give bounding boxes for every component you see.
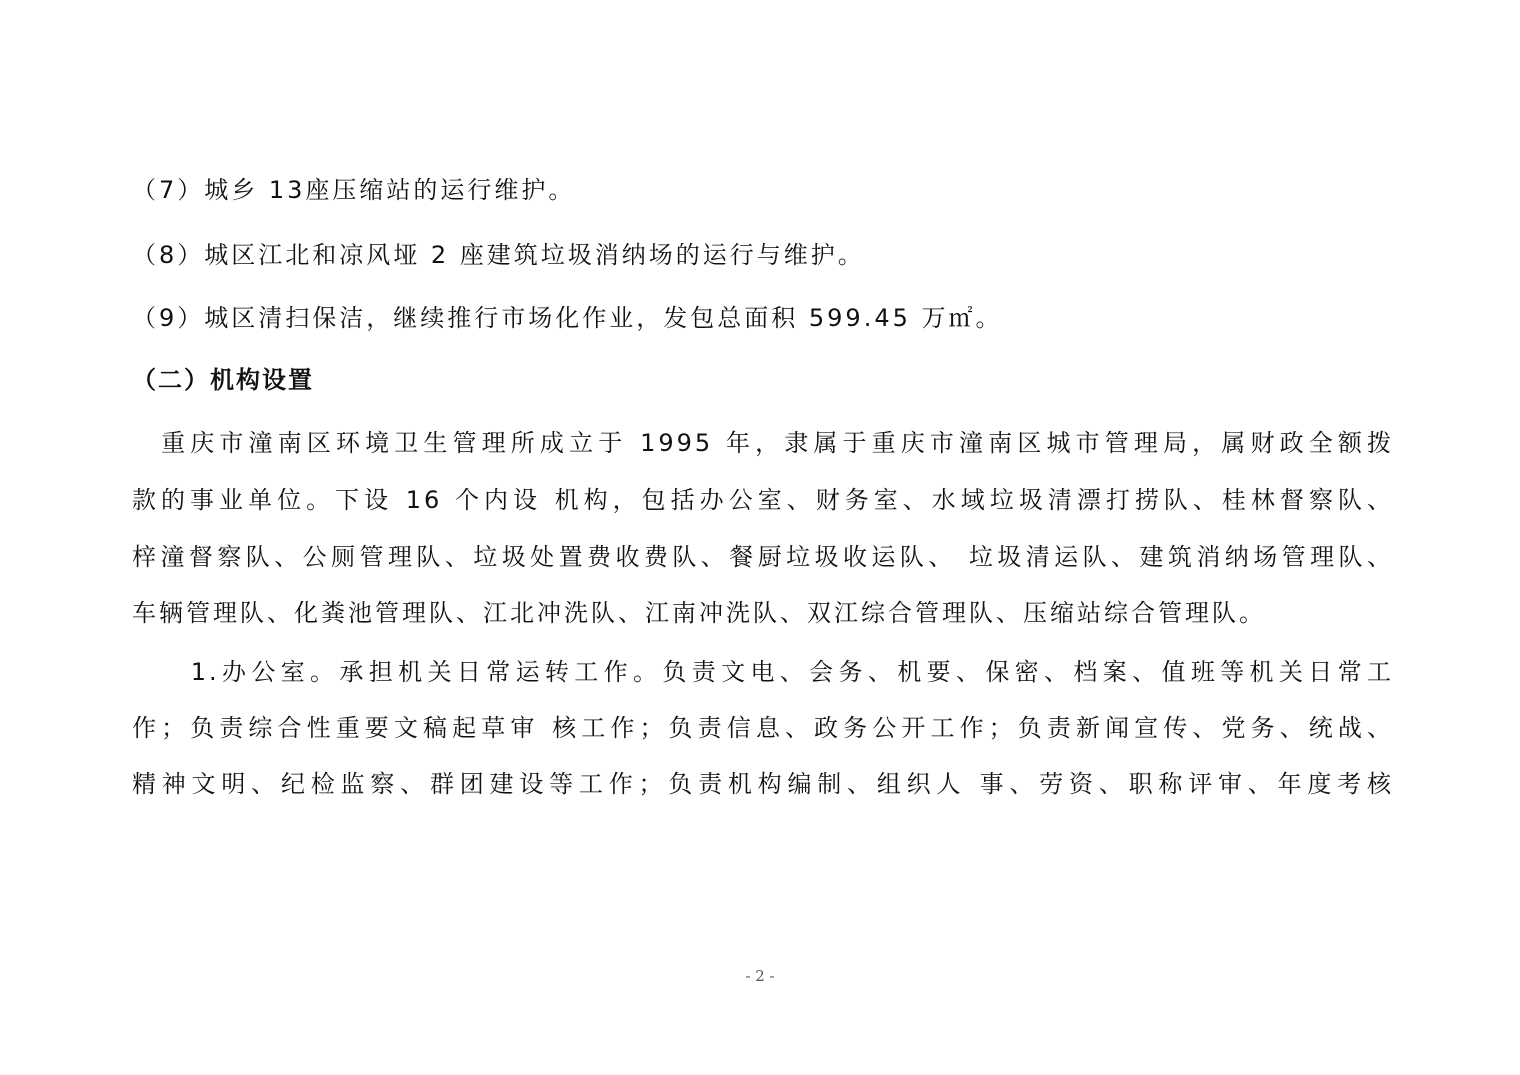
list-item-7: （7）城乡 13座压缩站的运行维护。 [132, 176, 576, 204]
section-heading: （二）机构设置 [132, 366, 314, 394]
paragraph-1-line-4: 车辆管理队、化粪池管理队、江北冲洗队、江南冲洗队、双江综合管理队、压缩站综合管理队。 [132, 599, 1266, 627]
paragraph-2-line-2: 作；负责综合性重要文稿起草审 核工作；负责信息、政务公开工作；负责新闻宣传、党务、统战、 [132, 714, 1394, 742]
list-item-8: （8）城区江北和凉风垭 2 座建筑垃圾消纳场的运行与维护。 [132, 241, 865, 269]
paragraph-2-line-3: 精神文明、纪检监察、群团建设等工作；负责机构编制、组织人 事、劳资、职称评审、年度考核 [132, 770, 1394, 798]
list-item-9: （9）城区清扫保洁，继续推行市场化作业，发包总面积 599.45 万㎡。 [132, 304, 1003, 332]
paragraph-1-line-1: 重庆市潼南区环境卫生管理所成立于 1995 年，隶属于重庆市潼南区城市管理局，属财政全额拨 [132, 429, 1394, 457]
paragraph-1-line-3: 梓潼督察队、公厕管理队、垃圾处置费收费队、餐厨垃圾收运队、 垃圾清运队、建筑消纳场管理队、 [132, 543, 1394, 571]
paragraph-1-line-2: 款的事业单位。下设 16 个内设 机构，包括办公室、财务室、水域垃圾清漂打捞队、桂林督察队、 [132, 486, 1394, 514]
paragraph-2-line-1: 1.办公室。承担机关日常运转工作。负责文电、会务、机要、保密、档案、值班等机关日常工 [132, 658, 1394, 686]
page-number: - 2 - [745, 967, 775, 985]
